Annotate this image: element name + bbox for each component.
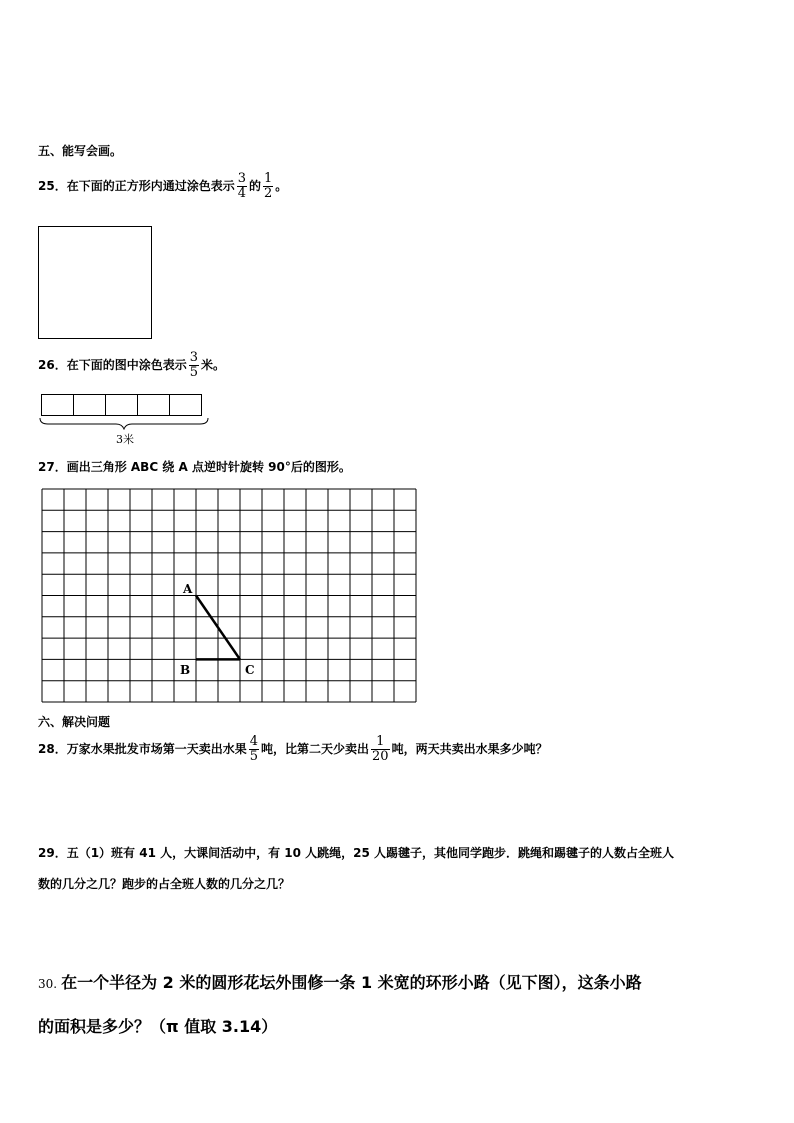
vertex-label-b: B <box>180 663 191 678</box>
fraction: $\frac{1}{2}$ <box>264 171 273 201</box>
drawing-square[interactable] <box>38 226 152 339</box>
question-27 <box>38 458 351 475</box>
question-26: 26．在下面的图中涂色表示 $\frac{3}{5}$ 米。 <box>38 350 226 380</box>
fraction: $\frac{3}{5}$ <box>189 350 198 380</box>
fraction: $\frac{4}{5}$ <box>249 734 258 764</box>
question-number: 28． <box>38 742 67 756</box>
bar-cell[interactable] <box>169 394 202 416</box>
bar-cell[interactable] <box>41 394 74 416</box>
question-number: 26． <box>38 358 67 372</box>
bar-cell[interactable] <box>137 394 170 416</box>
square-grid[interactable] <box>40 487 420 704</box>
question-text: 在下面的正方形内通过涂色表示 <box>66 179 235 193</box>
vertex-label-a: A <box>183 581 193 596</box>
vertex-label-c: C <box>245 663 255 678</box>
question-29-line-1: 29．五（1）班有 41 人，大课间活动中，有 10 人跳绳，25 人踢毽子，其他同学跑步．跳绳和踢毽子的人数占全班人 <box>38 846 675 860</box>
bar-cell[interactable] <box>73 394 106 416</box>
section-heading-5: 五、能写会画。 <box>38 144 123 158</box>
section-heading-6: 六、解决问题 <box>38 715 111 729</box>
question-30-line-1: 30. 在一个半径为 2 米的圆形花坛外围修一条 1 米宽的环形小路（见下图），这条小路 <box>38 973 642 992</box>
question-number: 25． <box>38 179 67 193</box>
question-28: 28．万家水果批发市场第一天卖出水果 $\frac{4}{5}$ 吨，比第二天少卖出 $\frac{1}{20}$ 吨，两天共卖出水果多少吨？ <box>38 734 548 764</box>
question-25: 25．在下面的正方形内通过涂色表示 $\frac{3}{4}$ 的 $\frac{1}{2}$ 。 <box>38 171 288 201</box>
question-text: 在下面的图中涂色表示 <box>66 358 187 372</box>
brace-label: 3米 <box>116 433 134 446</box>
question-number: 30. <box>38 977 58 991</box>
fraction: $\frac{3}{4}$ <box>237 171 246 201</box>
question-number: 29． <box>38 846 67 860</box>
question-number: 27． <box>38 460 67 474</box>
brace-icon <box>38 416 210 430</box>
question-30-line-2: 的面积是多少？（π 值取 3.14） <box>38 1017 278 1036</box>
question-text: 画出三角形 ABC 绕 A 点逆时针旋转 90°后的图形。 <box>66 460 351 474</box>
segmented-bar <box>41 394 202 416</box>
fraction: $\frac{1}{20}$ <box>372 734 389 764</box>
question-29-line-2: 数的几分之几？跑步的占全班人数的几分之几？ <box>38 877 291 891</box>
bar-cell[interactable] <box>105 394 138 416</box>
